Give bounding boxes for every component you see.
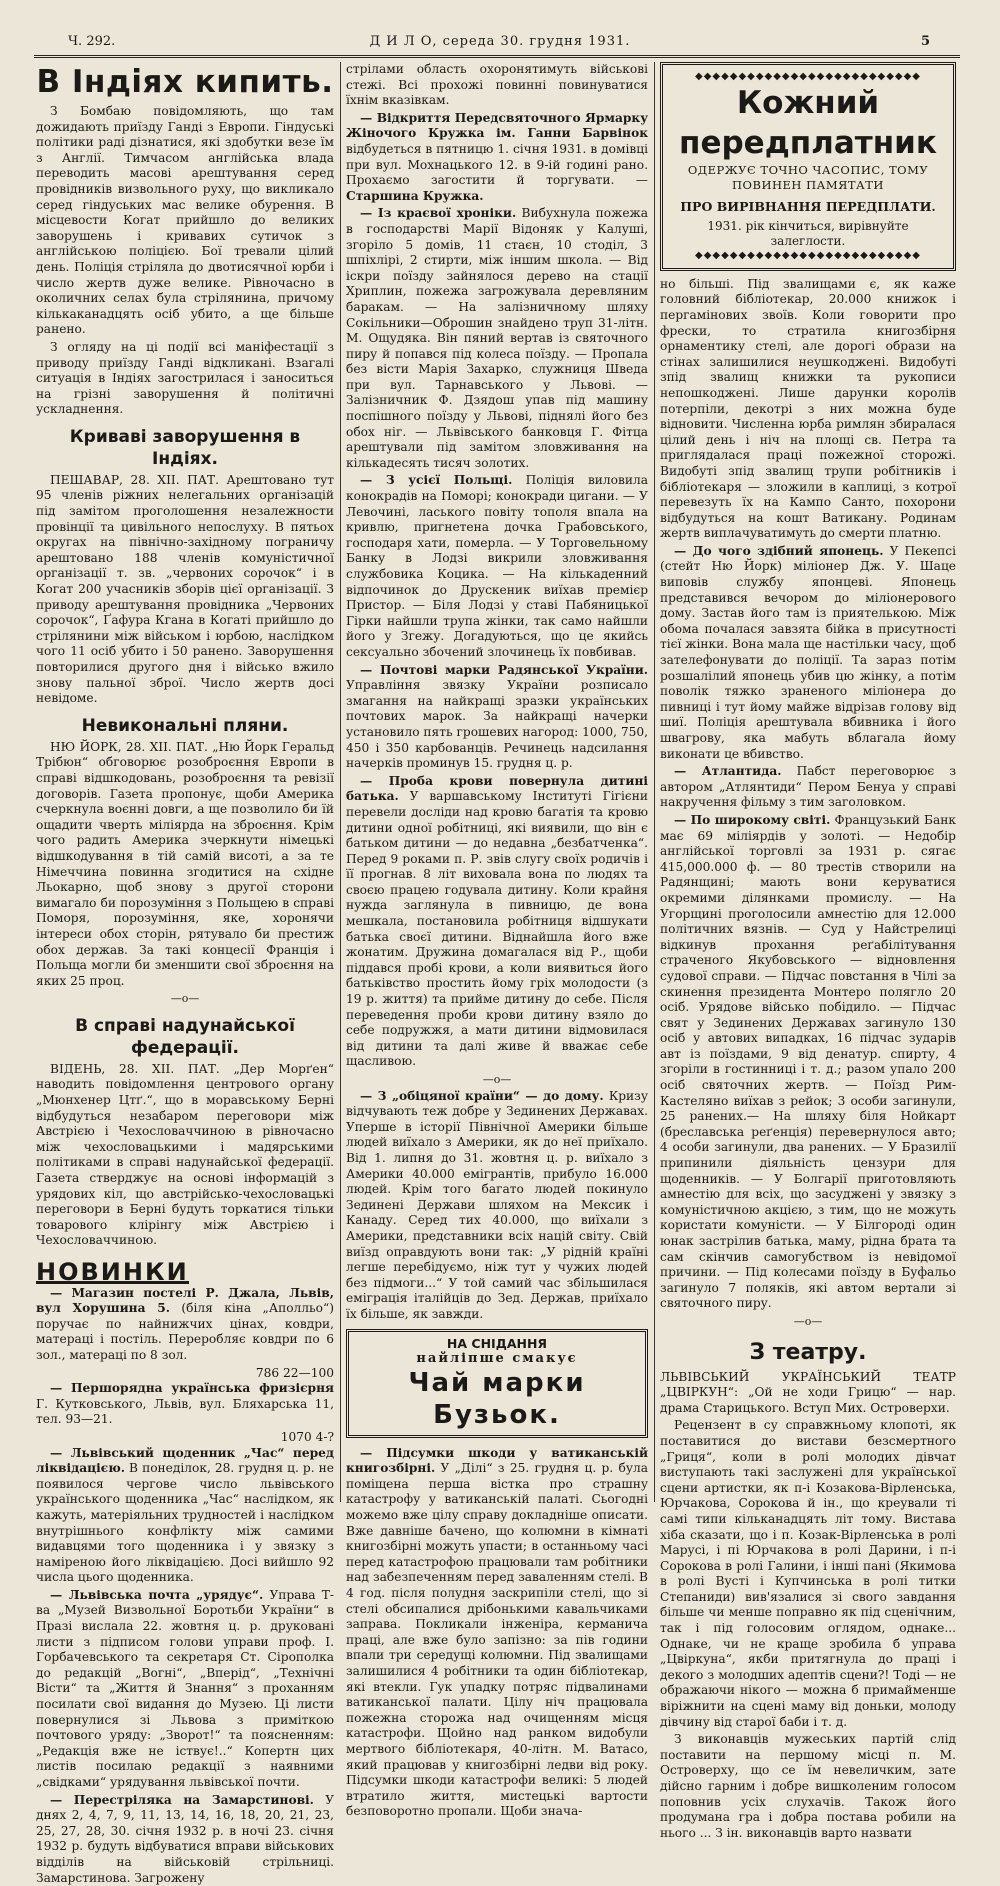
tea-advertisement [346, 1329, 648, 1438]
headline-riots: Криваві заворушення в Індіях. [69, 426, 301, 469]
headline-danube: В справі надунайської федерації. [75, 1015, 295, 1058]
ad-title: передплатник [679, 125, 937, 161]
news-text: Управа Т-ва „Музей Визвольної Боротьби України“ в Празі вислала 22. жовтня ц. р. друковані листи з підписом голови управи проф. І. Горбачевського та секретаря Ст. Сірополка до редакцій „Вогні“, „Вперід“, „Технічні Вісти“ та „Життя й Знання“ з проханням посилати свої видання до Музею. Ці листи повернулися зі Львова з приміткою почтового уряду: „Зворот!“ та поясненням: „Редакція вже не іствує!..“ Копертн цих листів посилаю редакції з наявними „свідками“ урядування львівської почти. [36, 1587, 335, 1789]
ad-lead: — Першорядна українська фризієрня [50, 1381, 334, 1396]
article-paragraph: ВІДЕНЬ, 28. XII. ПАТ. „Дер Морґен“ наводить повідомлення центрового органу „Мюнхенер Цтґ.“, що в моравському Берні відбудуться незабаром переговори між Австрією і Чехословаччиною в рівночасно між чехословацькими і мадярськими політиками в справі надунайської федерації. Газета стверджує на основі інформацій з урядових кіл, що австрійсько-чехословацькі переговори в Берні будуть торкатися тільки товарового клірінгу між Австрією і Чехословаччиною. [36, 1061, 334, 1248]
ad-code: 1070 4-? [280, 1429, 334, 1444]
news-lead: — До чого здібний японець. [674, 543, 884, 558]
column-2 [346, 62, 649, 1819]
news-text: Кризу відчувають теж добре у Зединених Державах. Уперше в історії Північної Америки більше людей виїхало з Америки, як до неї приїхало. Від 1. липня до 31. жовтня ц. р. виїхало з Америки 40.000 емігрантів, прибуло 16.000 людей. Крім того багато людей покинуло Зединені Держави шляхом на Мексик і Канаду. Серед тих 40.000, що виїхали з Америки, представники всіх націй світу. Свій виїзд оправдують вони так: „У рідній країні легше перебідуємо, ніж тут у чужих людей без підмоги...“ У той самий час збільшилася еміграція італійців до Зед. Держав, приїхало їх більше, як завжди. [346, 1088, 649, 1321]
news-lead: — По широкому світі. [674, 812, 831, 827]
news-lead: — Перестріляка на Замарстинові. [50, 1792, 314, 1807]
ad-lead: — Магазин постелі Р. Джала, Львів, вул Хорушина 5. [36, 1285, 334, 1316]
news-lead: — Львівський щоденник „Час“ перед ліквідацією. [36, 1445, 334, 1476]
news-lead: — Львівська почта „урядує“. [50, 1587, 264, 1602]
news-text: відбудеться в пятницю 1. січня 1931. в домівці при вул. Мохнацького 12. в 9-ій годині рано. Прохаємо загостити й торгувати. — [346, 141, 648, 188]
ad-title: Кожний [736, 85, 880, 121]
news-text: Французький Банк має 69 міліярдів у золоті. — Недобір англійської торговлі за 1931 р. сягає 415,000.000 ф. — 80 трестів створили на Радянщині; мають вони керуватися окремими ділянками промислу. — На Угорщині проголосили амнестію для 12.000 політичних вязнів. — Суд у Найстрелиці відкинув прохання реґабілітування страченого Якубовського — відновлення судової справи. — Підчас повстання в Чілі за скинення президента Монтеро полягло 20 осіб. Урядове військо побідило. — Підчас свят у Зединених Державах загинуло 130 осіб у автових випадках, 16 підчас зударів авт із поїздами, 9 від денатур. спирту, 4 згоріли в гостинниці і т. д.; разом упало 200 осіб святочних жертв. — Поїзд Рим-Кастеляно виїхав з рейок; 3 особи загинули, 25 ранених.— На шляху біля Нойкарт (бреславська реґенція) перевернулося авто; 4 особи загинули, два ранених. — У Бразилії припинили діяльність цензури для щоденників. — У Болгарії приготовляють амнестію для всіх, що засуджені у звязку з комуністичною акцією, з тим, що не можуть користати комуністи. — У Білгороді один юнак застрілив батька, маму, рідна брата та сам скінчив самогубством із невідомої причини. — Під колесами поїзду в Буфальо загинуло 7 поляків, які автом вертали зі святочного пиру. [660, 812, 956, 1311]
headline-theatre: З театру. [749, 1339, 867, 1365]
news-text: У варшавському Інституті Гігієни перевели досліди над кровю багатія та кровю дитини одної робітниці, які виявили, що він є батьком дитини — до недавна „безбатченка“. Перед 9 роками п. Р. звів слугу своїх родичів і її прогнав. 8 літ виховала вона по людях та своєю працею годувала дитину. Коли крайня нужда заглянула в пивницю, де вона мешкала, постановила робітниця відшукати батька своєї дитини. Віднайшла його вже жонатим. Дружина домагалася від Р., щоби піддався пробі крови, а коли виявиться його батьківство простить йому гріх молодости (з 19 р. життя) та прийме дитину до себе. Після переведення проби крови дитину взяло до себе подружжя, а мати дитини відмовилася від дитини та далі живе й вважає себе щасливою. [346, 789, 648, 1069]
column-divider [654, 62, 655, 1502]
news-lead: — Підсумки шкоди у ватиканській книгозбірні. [346, 1445, 648, 1476]
news-lead: — З усієї Польщі. [360, 473, 513, 488]
ad-subtitle: ОДЕРЖУЄ ТОЧНО ЧАСОПИС, ТОМУ ПОВИНЕН ПАМЯТАТИ [687, 163, 929, 192]
ad-brand: Чай марки Бузьок. [408, 1367, 586, 1430]
ad-text: Г. Кутковського, Львів, вул. Бляхарська 11, тел. 93—21. [36, 1396, 334, 1427]
ad-code: 786 22—100 [255, 1365, 334, 1380]
news-text: Пабст переговорює з автором „Атлянтиди“ Пером Бенуа у справі накручення фільму з тим заголовком. [660, 764, 956, 810]
news-lead: — Проба крови повернула дитині батька. [346, 773, 648, 804]
ad-text: (біля кіна „Аполльо“) поручає по найнижчих цінах, ковдри, матераці і постіль. Переробляє ковдри по 6 зол., матераці по 8 зол. [36, 1301, 334, 1362]
ad-line: НА СНІДАННЯ [446, 1335, 548, 1351]
masthead-rule [34, 55, 960, 58]
news-signature: Старшина Кружка. [346, 188, 484, 203]
article-paragraph: НЮ ЙОРК, 28. XII. ПАТ. „Ню Йорк Геральд Трібюн“ обговорює розоброєння Европи в справі відшкодовань, розоброєння та ревізії договорів. Газета пропонує, щоби Америка счеркнула воєнні довги, а ще позволило би їй ощадити чверть міліярда на зброєння. Крім чого радить Америка зчеркнути німецькі відшкодування в тій самій висоті, а за те Німеччина повинна згодитися на східне Льокарно, щоб знову з другої сторони вимагало би порозуміння з Польщею в справі Поморя, порозуміння, яке, хоронячи інтереси обох сторін, рятувало би престиж обох держав. За такі концесії Франція і Польща могли би зменшити свої зброєння на яких 25 проц. [36, 739, 334, 988]
separator: —о— [482, 1073, 512, 1086]
news-text: У „Ділі“ з 25. грудня ц. р. була поміщена перша вістка про страшну катастрофу у ватиканській палаті. Сьогодні можемо вже цілу справу докладніше описати. Вже давніше бачено, що колюмни в кімнаті книгозбірні можуть упасти; в останньому часі перед катастрофою працювали там робітники над забезпеченням перед заваленням стелі. В 4 год. після полудня заскрипіли стелі, що зі стелі обсипалися дрібонькими кавальчиками заправа. Покликали інженіра, керманича праці, але вже було запізно: за пів години впали три середущі колюмни. Під звалищами залишилися 4 робітники та один бібліотекар, які втекли. Гук упадку потряс підвалинами ватиканської палати. Цілу ніч працювала пожежна сторожа над очищенням місця катастрофи. Щойно над ранком видобули мертвого бібліотекаря, 40-літн. М. Ватасо, який працював у книгозбірні ледви від року. Підсумки шкоди катастрофи великі: 5 людей втратило життя, мистецькі вартости безповоротно пропали. Щоби знача- [346, 1461, 648, 1819]
masthead [40, 34, 960, 52]
section-title-news: НОВИНКИ [36, 1258, 189, 1286]
article-paragraph: ПЕШАВАР, 28. XII. ПАТ. Арештовано тут 95 членів ріжних нелегальних організацій під замітом проголошення незалежности провінції та цивільного непослуху. В пятьох округах на північно-західному пограничу арештовано 188 членів комуністичної організації т. зв. „червоних сорочок“ і в Когат 200 учасників зборів цієї організації. З приводу арештування провідника „Червоних сорочок“, Ґафура Кгана в Когаті прийшло до стрілянини між військом і юрбою, наслідком чого 11 осіб убито і 50 ранено. Заворушення повторилися другого дня і військо вжило знову пальної зброї. Число жертв досі невідоме. [36, 472, 334, 706]
news-lead: — Почтові марки Радянської України. [360, 662, 648, 677]
headline-plans: Невикональні пляни. [81, 715, 289, 736]
news-text: В понеділок, 28. грудня ц. р. не появилося чергове число львівського українського щоденника „Час“ наслідком, як кажуть, матеріяльних трудностей і наслідком внутрішнього конфлікту між самими видавцями того щоденника і у звязку з наміреною його ліквідацією. Досі вийшло 92 числа цього щоденника. [36, 1461, 335, 1585]
ad-bold-line: ПРО ВИРІВНАННЯ ПЕРЕДПЛАТИ. [680, 199, 936, 214]
news-lead: — Із краєвої хроніки. [360, 206, 517, 221]
news-lead: — Відкриття Передсвяточного Ярмарку Жіночого Кружка ім. Ганни Барвінок [346, 110, 648, 141]
separator: —о— [170, 992, 200, 1006]
news-lead: — Атлантида. [674, 764, 782, 779]
headline-india: В Індіях кипить. [36, 64, 334, 100]
column-1 [36, 62, 335, 1885]
ad-ornament: ◆◆◆◆◆◆◆◆◆◆◆◆◆◆◆◆◆◆◆◆◆◆◆◆◆◆ [695, 71, 921, 82]
news-text: У Пекепсі (стейт Ню Йорк) міліонер Дж. У. Шаце виповів службу японцеві. Японець представився вечором до міліонерового дому. Застав його там із приятелькою. Між обома почалася завзята бійка в присутності тієї жінки. Вона мала ще настільки часу, щоб зателефонувати до поліції. Та зараз потім розшалілий японець убив цю жінку, а потім поволік тяжко зраненого міліонера до пивниці і тут йому майже відрізав голову від шиї. Поліція арештувала вбивника і його швагрову, яка мабуть вблагала йому виконати це вбивство. [660, 543, 957, 761]
ad-line: найліпше смакує [416, 1351, 578, 1367]
separator: —о— [793, 1314, 823, 1328]
column-divider [340, 62, 341, 1502]
issue-number: Ч. 292. [68, 34, 116, 49]
theatre-heading: ЛЬВІВСЬКИЙ УКРАЇНСЬКИЙ ТЕАТР „ЦВІРКУН“: „Ой не ходи Грицю“ — нар. драма Старицького. Вступ Мих. Островерхи. [660, 1369, 956, 1415]
ad-small-line: 1931. рік кінчиться, вирівнуйте залеглости. [707, 218, 909, 249]
news-text: У днях 2, 4, 7, 9, 11, 13, 14, 16, 18, 20, 21, 23, 25, 27, 28, 30. січня 1932 р. в ночі 23. січня 1932 р. будуть відбуватися вправи військових відділів на військовій стрільниці. Замарстинова. Загрожену [36, 1792, 335, 1885]
article-paragraph: З виконавців мужеських партій слід поставити на першому місці п. М. Островерху, що се їм невеличким, зате дійсно гарним і добре вишколеним голосом поповнив усіх слухачів. Також його продумана гра і добра постава робили на нього ... З ін. виконавців варто назвати [660, 1732, 956, 1840]
article-paragraph: стрілами область охоронятимуть військові стежі. Всі прохожі повинні повинуватися їхнім вказівкам. [346, 62, 648, 108]
news-text: Вибухнула пожежа в господарстві Марії Відоняк у Калуші, згоріло 5 домів, 11 стаєн, 10 стоділ, 3 шпіхлірі, 2 стирти, між іншим школа. — Від іскри поїзду зайнялося дерево на стації Хриплин, пожежа загрожувала деревляним баракам. — На залізничному шляху Сокільники—Оброшин знайдено труп 31-літн. М. Ощудяка. Він пяний вертав із святочного пиру й попався під колеса поїзду. — Пропала без вісти Марія Захарко, служниця Шведа при вул. Тарнавського у Львові. — Залізничник Ф. Дзядош упав під машину поспішного поїзду у Львові, піднялі його без обох ніг. — Львівського банковця Г. Фітца арештували під замітом зловживання на кількадесять тисяч золотих. [346, 206, 649, 470]
article-paragraph: З огляду на ці події всі маніфестації з приводу приїзду Ганді відкликані. Взагалі ситуація в Індіях загострилася і заноситься на грізні заворушення й політичні ускладнення. [36, 339, 334, 417]
ad-ornament: ◆◆◆◆◆◆◆◆◆◆◆◆◆◆◆◆◆◆◆◆◆◆◆◆◆◆ [695, 249, 921, 261]
news-lead: — З „обіцяної країни“ — до дому. [360, 1088, 604, 1103]
subscription-advertisement [660, 62, 956, 271]
page-number: 5 [920, 34, 930, 49]
news-text: Управління звязку України розписало змагання на найкращі зразки українських почтових марок. За найкращі начерки установило пять грошевих нагород: 1000, 750, 450 і 350 карбованців. Речинець надсилання начерків проминув 15. грудня ц. р. [346, 678, 648, 771]
article-paragraph: Рецензент в су справжньому клопоті, як поставитися до вистави безсмертного „Гриця“, коли в ролі молодих дівчат виступають такі заслужені для української сцени артистки, як п-і Козакова-Вірленська, Юрчакова, Сорокова й ін., що креували ті самі типи кільканадцять літ тому. Вистава хіба сказати, що і п. Козак-Вірленська в ролі Марусі, і пі Юрчакова в ролі Дарини, і п-і Сорокова в ролі Галини, і інші пані (Якимова в ролі Вусті і Купчинська в ролі титки Степаниди) вив'язалися зі свого завдання більше чи менше поправно як під сценічним, так і під голосовим оглядом, однаке... Однаке, чи не краще зробила б управа „Цвіркуна“, якби притягнула до праці і декого з молодших адептів сцени?! Тоді — не ображаючи нікого — можна б примайменше віріжнити на сцені маму від доньки, молоду дівчину від старої баби і т. д. [660, 1418, 956, 1729]
news-text: Поліція виловила конокрадів на Поморі; конокради цигани. — У Левочині, ласького повіту тополя впала на кривлю, пригнетена дочка Грабовського, господаря хати, померла. — У Торговельному Банку в Лодзі викрили зловживання службовика Коцика. — На кількаденний відпочинок до Друскеник виїхав премієр Пристор. — Біля Лодзі у ставі Пабяницької Гірки найшли трупа жінки, так само найшли його у Згежу. Догадуються, що це якийсь сексуально збочений злочинець їх повбивав. [346, 473, 648, 659]
article-paragraph: З Бомбаю повідомляють, що там дожидають приїзду Ганді з Европи. Гіндуські політики раді дізнатися, які здобутки везе їм з Англії. Тимчасом англійська влада переводить масові арештування серед провідників визвольного руху, що викликало серед гіндуських мас велике обурення. В місцевости Когат прийшло до великих заворушень і кривавих сутичок з англійською поліцією. Бої тревали цілий день. Поліція стріляла до двотисячної юрби і число жертв дуже велике. Рівночасно в околичних селах була стрілянина, причому кількаканадцять осіб убито, а ще більше ранено. [36, 104, 334, 337]
masthead-title: Д И Л О, середа 30. грудня 1931. [369, 34, 631, 49]
column-3 [660, 62, 957, 1840]
article-paragraph: но більші. Під звалищами є, як каже головний бібліотекар, 20.000 книжок і пергамінових звоїв. Коли говорити про фрески, то стратила книгозбірня орнаментику стелі, але дорогі образи на стінах залишилися неушкоджені. Видобуті зпід звалищ книжки та рукописи непошкоджені. Лише дарунки королів потерпіли, декотрі з них можна буде відновити. Численна юрба римлян збиралася цілий день і ніч на площі св. Петра та приглядалася праці пожежної сторожі. Видобуті зпід звалищ трупи робітників і бібліотекаря — зложили в каплиці, з котрої перевезуть їх на Кампо Санто, похорони відбудуться на кошт Ватикану. Родинам жертв виплачуватимуть до смерти платню. [660, 276, 956, 541]
